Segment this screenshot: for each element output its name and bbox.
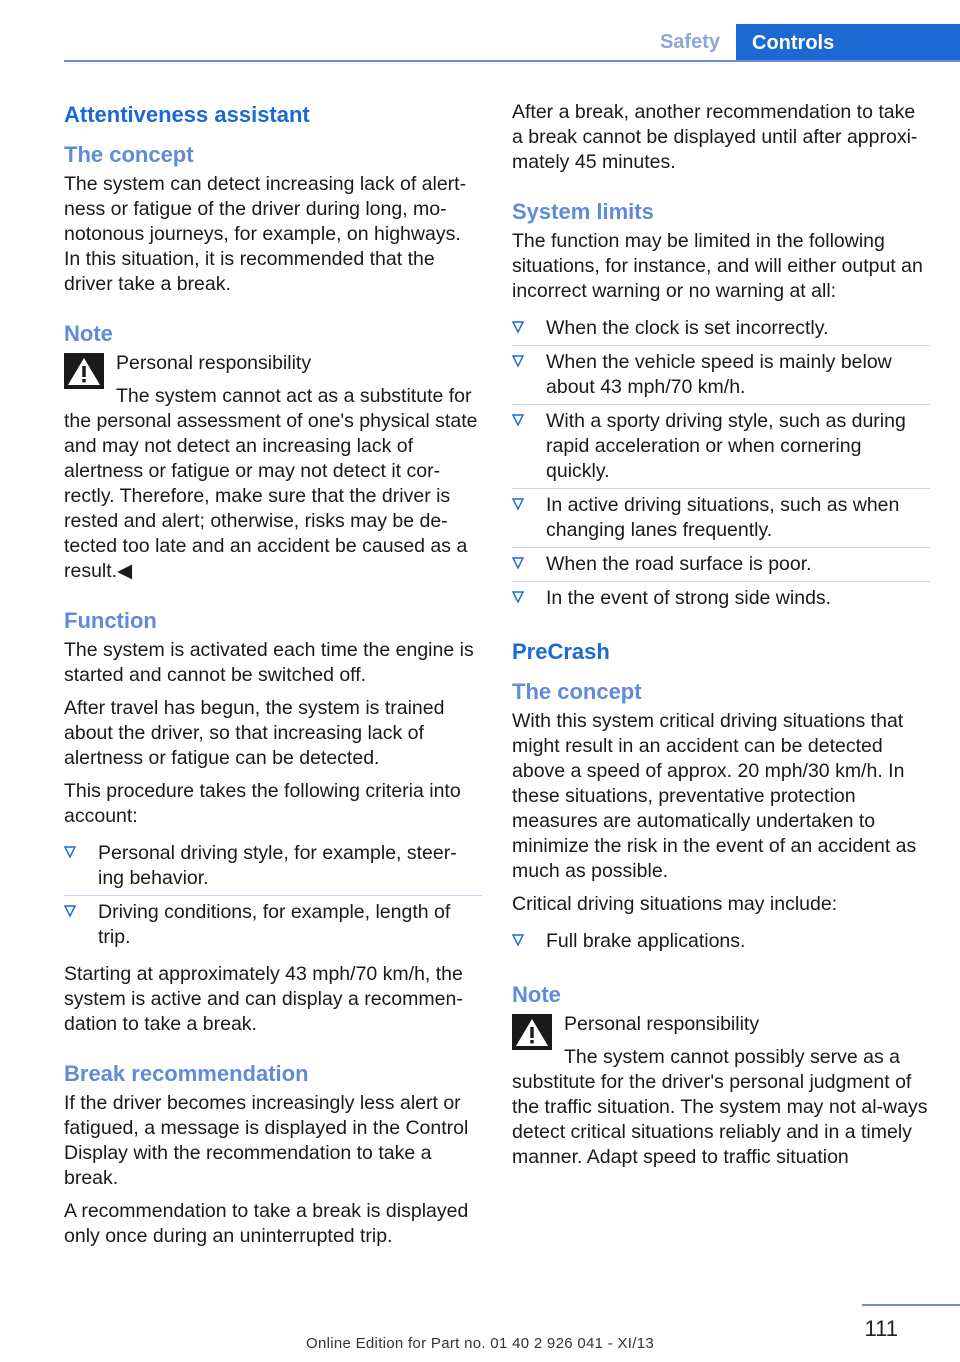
list-item: [64, 837, 482, 896]
edition-footer: Online Edition for Part no. 01 40 2 926 041 - XI/13: [305, 1335, 655, 1352]
list-item: [512, 582, 930, 615]
function-text-1: The system is activated each time the engine is started and cannot be switched off.: [64, 639, 474, 686]
footer-rule: [862, 1304, 960, 1306]
header-rule: [64, 60, 960, 62]
triangle-bullet-icon: [512, 354, 524, 368]
list-item: [512, 925, 930, 958]
heading-system-limits: System limits: [512, 199, 654, 224]
critical-list: [512, 925, 930, 958]
section-title-precrash: PreCrash: [512, 639, 610, 664]
list-item: [512, 489, 930, 548]
break-text-1: If the driver becomes increasingly less alert or fatigued, a message is displayed in the Control Display with the recommendation to take a break.: [64, 1092, 469, 1189]
left-column: [64, 100, 482, 1257]
page-header: [0, 0, 960, 62]
warning-icon: [512, 1014, 552, 1050]
warning-block: [64, 351, 482, 584]
function-text-2: After travel has begun, the system is trained about the driver, so that increasing lack of alertness or fatigue can be detected.: [64, 697, 445, 769]
section-title-attentiveness: Attentiveness assistant: [64, 102, 310, 127]
list-item-text: In active driving situations, such as when changing lanes frequently.: [546, 494, 900, 541]
heading-function: Function: [64, 608, 157, 633]
triangle-bullet-icon: [512, 556, 524, 570]
warning-block: [512, 1012, 930, 1170]
limits-list: [512, 312, 930, 615]
heading-note-precrash: Note: [512, 982, 561, 1007]
list-item-text: When the clock is set incorrectly.: [546, 317, 829, 339]
list-item-text: When the road surface is poor.: [546, 553, 812, 575]
triangle-bullet-icon: [512, 413, 524, 427]
triangle-bullet-icon: [512, 320, 524, 334]
heading-concept: The concept: [64, 142, 194, 167]
function-text-4: Starting at approximately 43 mph/70 km/h, the system is active and can display a recommen-dation to take a break.: [64, 963, 463, 1035]
warning-title: Personal responsibility: [564, 1013, 760, 1035]
critical-text: Critical driving situations may include:: [512, 893, 838, 915]
list-item-text: With a sporty driving style, such as during rapid acceleration or when cornering quickly.: [546, 410, 906, 482]
list-item: [512, 312, 930, 346]
break-text-3: After a break, another recommendation to take a break cannot be displayed until after approxi-mately 45 minutes.: [512, 101, 918, 173]
warning-body: the personal assessment of one's physical state and may not detect an increasing lack of alertness or fatigue or may not detect it cor-rectly. Therefore, make sure that the driver is rested and alert; otherwise, risks may be de-tected too late and an accident be caused as a result.◀: [64, 410, 478, 582]
list-item: [64, 896, 482, 954]
list-item: [512, 548, 930, 582]
list-item: [512, 346, 930, 405]
list-item-text: When the vehicle speed is mainly below about 43 mph/70 km/h.: [546, 351, 892, 398]
criteria-list: [64, 837, 482, 954]
warning-first-line: The system cannot possibly serve as a: [564, 1046, 900, 1068]
function-text-3: This procedure takes the following criteria into account:: [64, 780, 461, 827]
precrash-concept-text: With this system critical driving situations that might result in an accident can be detected above a speed of approx. 20 mph/30 km/h. In these situations, preventative protection measures are automatically undertaken to minimize the risk in the event of an accident as much as possible.: [512, 710, 917, 882]
warning-body: substitute for the driver's personal judgment of the traffic situation. The system may not al-ways detect critical situations reliably and in a timely manner. Adapt speed to traffic situation: [512, 1071, 928, 1168]
limits-text: The function may be limited in the following situations, for instance, and will either output an incorrect warning or no warning at all:: [512, 230, 923, 302]
page-number: 111: [864, 1316, 898, 1341]
heading-break: Break recommendation: [64, 1061, 309, 1086]
triangle-bullet-icon: [64, 845, 76, 859]
list-item-text: In the event of strong side winds.: [546, 587, 832, 609]
right-column: [512, 100, 930, 1178]
triangle-bullet-icon: [64, 904, 76, 918]
concept-text: The system can detect increasing lack of alert-ness or fatigue of the driver during long, mo-notonous journeys, for example, on highways. In this situation, it is recommended that the driver take a break.: [64, 173, 467, 295]
triangle-bullet-icon: [512, 497, 524, 511]
warning-icon: [64, 353, 104, 389]
warning-title: Personal responsibility: [116, 352, 312, 374]
triangle-bullet-icon: [512, 933, 524, 947]
list-item-text: Driving conditions, for example, length of trip.: [98, 901, 451, 948]
heading-note: Note: [64, 321, 113, 346]
triangle-bullet-icon: [512, 590, 524, 604]
warning-first-line: The system cannot act as a substitute for: [116, 385, 472, 407]
list-item: [512, 405, 930, 489]
break-text-2: A recommendation to take a break is displayed only once during an uninterrupted trip.: [64, 1200, 469, 1247]
heading-precrash-concept: The concept: [512, 679, 642, 704]
tab-safety[interactable]: Safety: [659, 31, 720, 53]
tab-controls[interactable]: Controls: [736, 24, 960, 62]
list-item-text: Full brake applications.: [546, 930, 746, 952]
list-item-text: Personal driving style, for example, steer-ing behavior.: [98, 842, 457, 889]
